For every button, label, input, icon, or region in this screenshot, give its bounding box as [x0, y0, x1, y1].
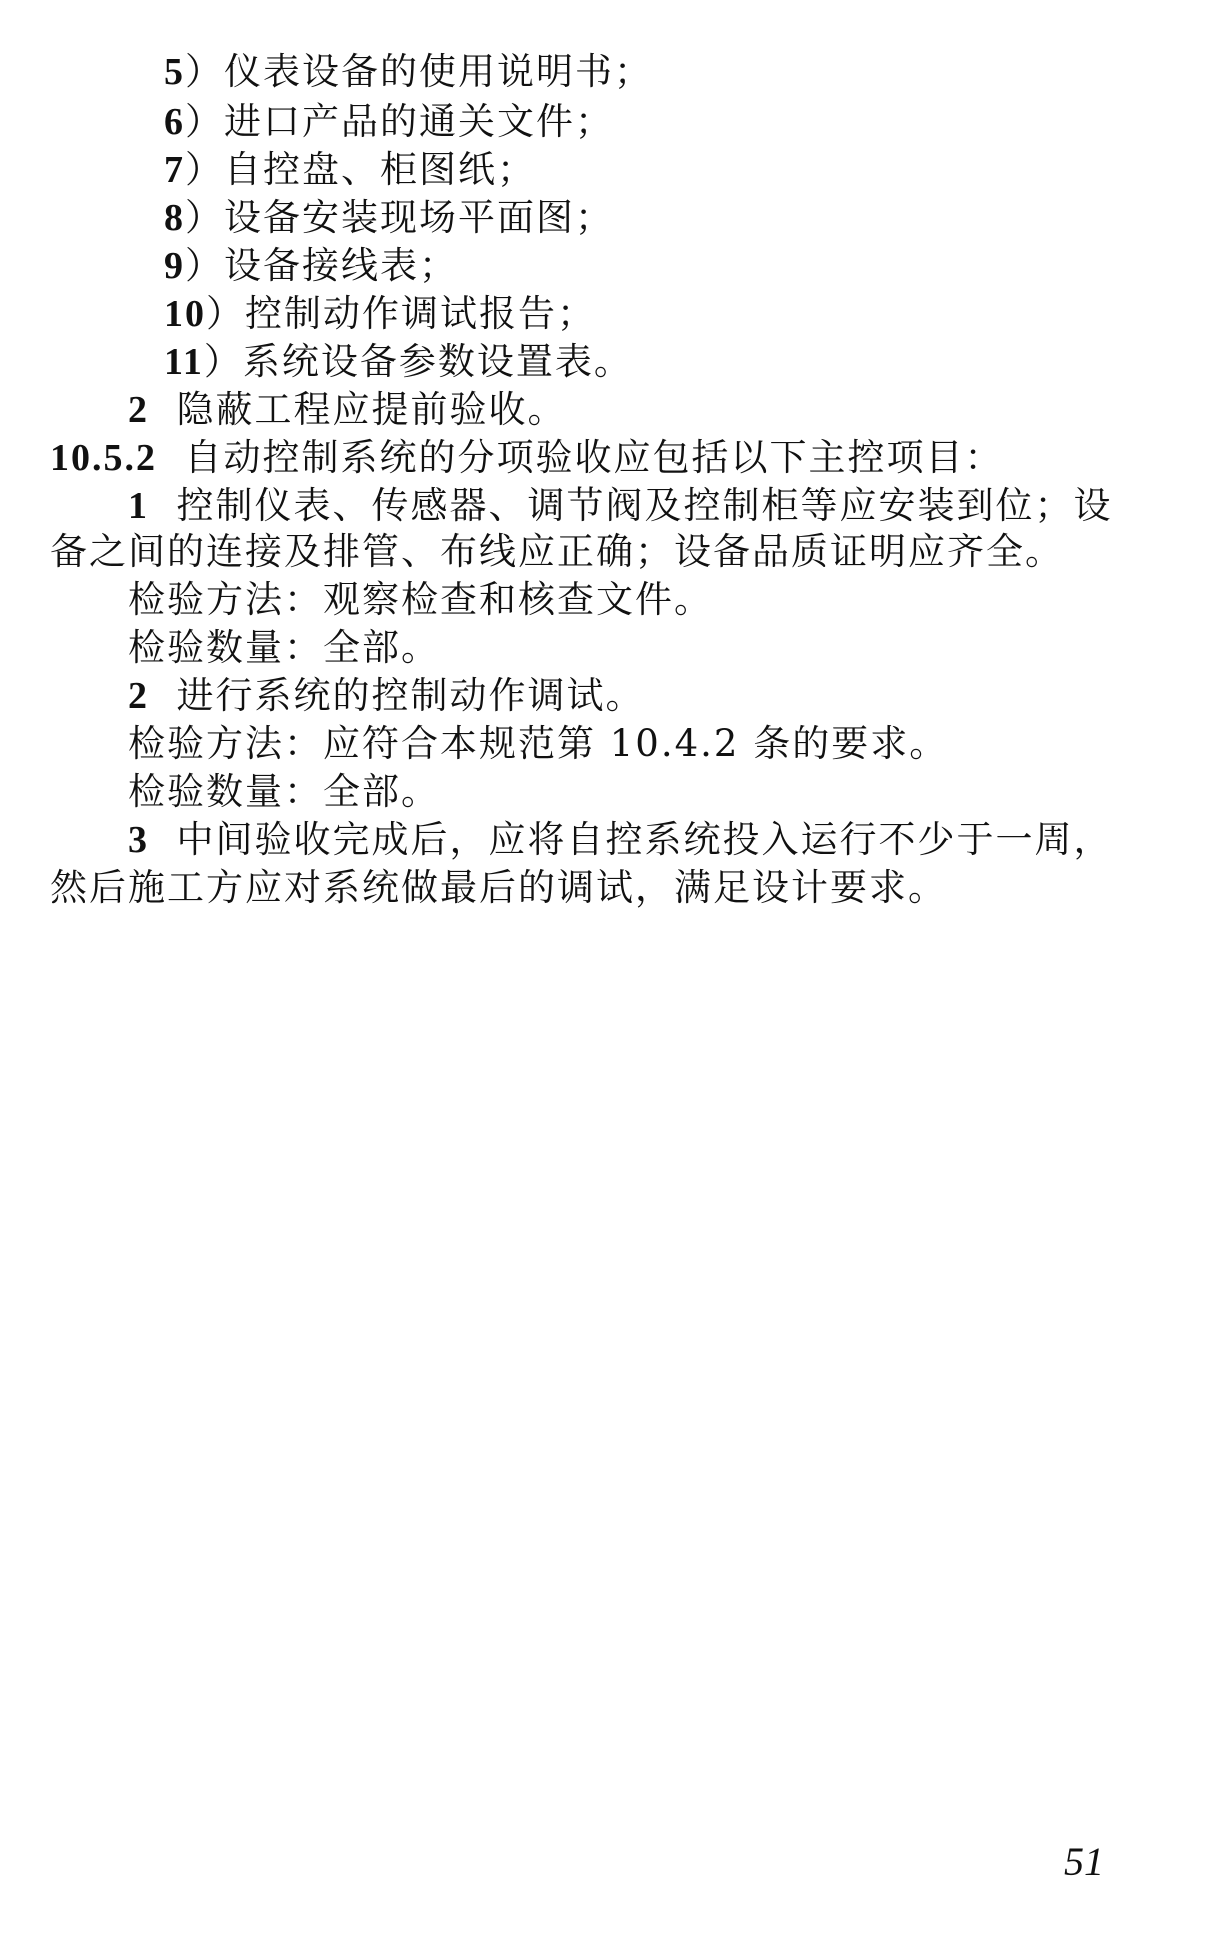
- list-item: [164, 242, 458, 290]
- list-item-number: 8: [164, 197, 185, 239]
- list-item-text: ）控制动作调试报告；: [206, 292, 596, 335]
- section-heading: [50, 434, 1004, 482]
- item-text: 隐蔽工程应提前验收。: [176, 388, 567, 431]
- clause-2: [128, 672, 645, 720]
- list-item: [164, 98, 614, 146]
- clause-number: 2: [128, 675, 149, 717]
- list-item-text: ）设备接线表；: [185, 244, 458, 287]
- clause-text: 进行系统的控制动作调试。: [176, 674, 645, 717]
- list-item: [164, 290, 596, 338]
- list-item-text: ）系统设备参数设置表。: [203, 340, 633, 383]
- list-item-text: ）设备安装现场平面图；: [185, 196, 614, 239]
- list-item: [164, 48, 653, 96]
- list-item-number: 6: [164, 101, 185, 143]
- clause-1-line-1: [128, 482, 1113, 530]
- clause-text: 中间验收完成后，应将自控系统投入运行不少于一周，: [176, 818, 1113, 861]
- item-2: [128, 386, 567, 434]
- clause-3-line-1: [128, 816, 1113, 864]
- list-item: [164, 338, 633, 386]
- page-number: 51: [1064, 1839, 1104, 1884]
- list-item-number: 5: [164, 51, 185, 93]
- list-item-number: 10: [164, 293, 206, 335]
- list-item-number: 7: [164, 149, 185, 191]
- list-item: [164, 194, 614, 242]
- clause-1-quantity: 检验数量：全部。: [128, 626, 440, 669]
- section-text: 自动控制系统的分项验收应包括以下主控项目：: [184, 436, 1004, 479]
- list-item-number: 11: [164, 341, 204, 383]
- list-item: [164, 146, 536, 194]
- list-item-text: ）进口产品的通关文件；: [185, 100, 614, 143]
- item-number: 2: [128, 389, 149, 431]
- list-item-text: ）仪表设备的使用说明书；: [185, 50, 653, 93]
- clause-2-method: 检验方法：应符合本规范第 10.4.2 条的要求。: [128, 722, 949, 765]
- clause-number: 3: [128, 819, 149, 861]
- clause-1-method: 检验方法：观察检查和核查文件。: [128, 578, 713, 621]
- clause-3-line-2: 然后施工方应对系统做最后的调试，满足设计要求。: [50, 866, 947, 909]
- clause-2-quantity: 检验数量：全部。: [128, 770, 440, 813]
- clause-text: 控制仪表、传感器、调节阀及控制柜等应安装到位；设: [176, 484, 1113, 527]
- clause-1-line-2: 备之间的连接及排管、布线应正确；设备品质证明应齐全。: [50, 530, 1064, 573]
- list-item-text: ）自控盘、柜图纸；: [185, 148, 536, 191]
- clause-number: 1: [128, 485, 149, 527]
- section-number: 10.5.2: [50, 437, 157, 479]
- list-item-number: 9: [164, 245, 185, 287]
